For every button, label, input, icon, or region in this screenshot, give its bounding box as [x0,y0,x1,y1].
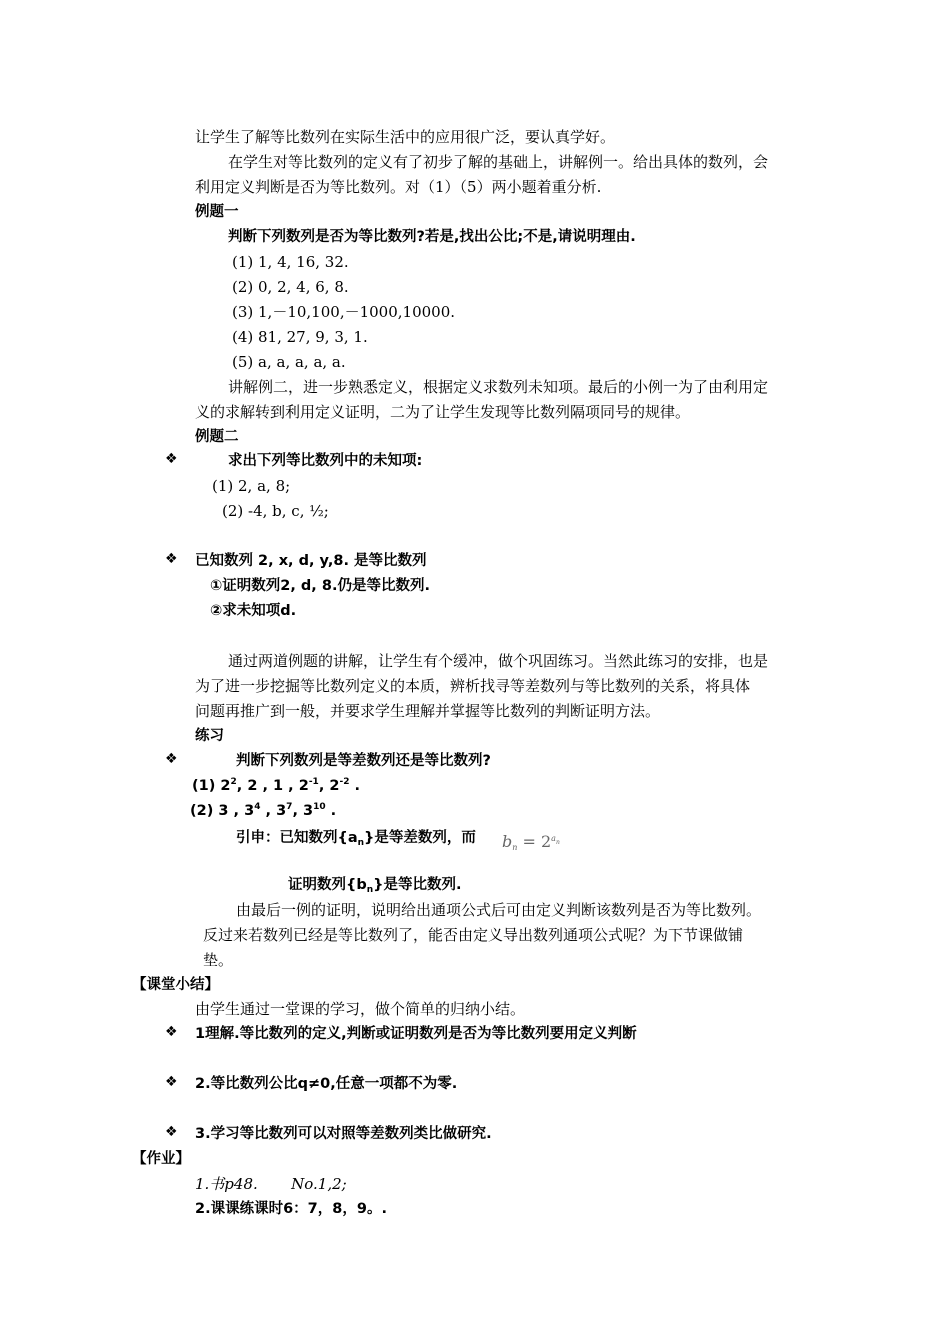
after-line-2: 反过来若数列已经是等比数列了，能否由定义导出数列通项公式呢？为下节课做铺 [203,926,744,944]
example-2-q2-part-1: ①证明数列2, d, 8.仍是等比数列. [210,578,430,594]
example-1-item-1: (1) 1, 4, 16, 32. [232,253,349,271]
summary-title: 【课堂小结】 [132,977,219,993]
bullet-icon: ❖ [165,751,178,767]
transition-line-3: 问题再推广到一般，并要求学生理解并掌握等比数列的判断证明方法。 [195,702,661,720]
practice-title: 练习 [195,728,224,744]
example-1-item-2: (2) 0, 2, 4, 6, 8. [232,278,349,296]
example-1-item-5: (5) a, a, a, a, a. [232,353,346,371]
homework-item-1: 1.书p48. No.1,2; [195,1175,347,1193]
homework-title: 【作业】 [132,1151,190,1167]
example-2-q2-part-2: ②求未知项d. [210,603,297,619]
intro-line-3: 利用定义判断是否为等比数列。对（1）（5）两小题着重分析. [195,178,602,196]
extension-statement: 引申：已知数列$\{a_n\}$是等差数列，而 [236,830,476,848]
practice-item-1: (1) $2^2$, 2 , 1 , $2^{-1}$, $2^{-2}$ . [192,777,361,794]
example-1-explain-1: 讲解例二，进一步熟悉定义，根据定义求数列未知项。最后的小例一为了由利用定 [228,378,769,396]
transition-line-1: 通过两道例题的讲解，让学生有个缓冲，做个巩固练习。当然此练习的安排，也是 [228,652,769,670]
transition-line-2: 为了进一步挖掘等比数列定义的本质，辨析找寻等差数列与等比数列的关系，将具体 [195,677,751,695]
example-2-question-1: 求出下列等比数列中的未知项: [228,453,423,469]
example-1-question: 判断下列数列是否为等比数列?若是,找出公比;不是,请说明理由. [228,229,636,245]
summary-point-1: 1理解.等比数列的定义,判断或证明数列是否为等比数列要用定义判断 [195,1026,637,1042]
homework-item-2: 2.课课练课时6：7，8，9。. [195,1201,387,1217]
after-line-1: 由最后一例的证明，说明给出通项公式后可由定义判断该数列是否为等比数列。 [236,901,762,919]
prove-statement: 证明数列$\{b_n\}$是等比数列. [288,877,462,895]
example-1-item-3: (3) 1,－10,100,－1000,10000. [232,303,456,321]
example-1-explain-2: 义的求解转到利用定义证明，二为了让学生发现等比数列隔项同号的规律。 [195,403,691,421]
summary-point-3: 3.学习等比数列可以对照等差数列类比做研究. [195,1126,492,1142]
formula-bn: $b_n = 2^{a_n}$ [502,832,560,852]
bullet-icon: ❖ [165,1124,178,1140]
bullet-icon: ❖ [165,451,178,467]
practice-question: 判断下列数列是等差数列还是等比数列? [236,753,491,769]
practice-item-2: (2) 3 , $3^4$ , $3^7$, $3^{10}$ . [190,802,337,819]
example-1-title: 例题一 [195,204,239,220]
example-2-q1-item-2: (2) -4, b, c, ½; [222,502,329,520]
summary-intro: 由学生通过一堂课的学习，做个简单的归纳小结。 [195,1000,526,1018]
bullet-icon: ❖ [165,1074,178,1090]
intro-line-2: 在学生对等比数列的定义有了初步了解的基础上，讲解例一。给出具体的数列，会 [228,153,769,171]
intro-line-1: 让学生了解等比数列在实际生活中的应用很广泛，要认真学好。 [195,128,616,146]
example-2-question-2: 已知数列 2, x, d, y,8. 是等比数列 [195,553,427,569]
summary-point-2: 2.等比数列公比q≠0,任意一项都不为零. [195,1076,458,1092]
example-2-q1-item-1: (1) 2, a, 8; [212,477,291,495]
bullet-icon: ❖ [165,1024,178,1040]
after-line-3: 垫。 [203,951,234,969]
example-2-title: 例题二 [195,429,239,445]
bullet-icon: ❖ [165,551,178,567]
example-1-item-4: (4) 81, 27, 9, 3, 1. [232,328,368,346]
